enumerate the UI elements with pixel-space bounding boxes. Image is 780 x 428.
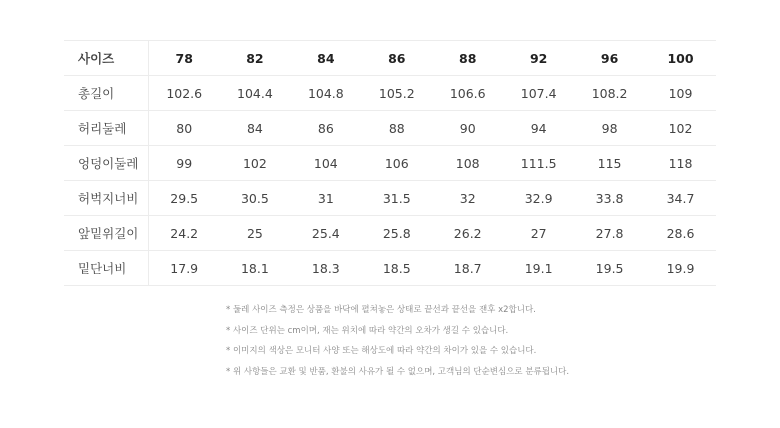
size-notes (226, 300, 569, 382)
table-cell: 31.5 (361, 181, 432, 216)
table-cell: 115 (574, 146, 645, 181)
table-cell: 104.8 (290, 76, 361, 111)
note-item: * 둘레 사이즈 측정은 상품을 바닥에 펼쳐놓은 상태로 끝선과 끝선을 잰후 x2합니다. (226, 305, 536, 315)
table-cell: 18.5 (361, 251, 432, 286)
row-label: 허리둘레 (64, 111, 149, 146)
size-header: 96 (574, 41, 645, 76)
size-header: 100 (645, 41, 716, 76)
table-cell: 94 (503, 111, 574, 146)
table-row (64, 111, 716, 146)
size-header: 78 (149, 41, 220, 76)
table-cell: 27.8 (574, 216, 645, 251)
table-cell: 111.5 (503, 146, 574, 181)
table-cell: 25.8 (361, 216, 432, 251)
table-cell: 86 (290, 111, 361, 146)
table-cell: 88 (361, 111, 432, 146)
row-label: 밑단너비 (64, 251, 149, 286)
row-label: 앞밑위길이 (64, 216, 149, 251)
table-row (64, 76, 716, 111)
table-cell: 18.1 (219, 251, 290, 286)
table-cell: 108 (432, 146, 503, 181)
table-cell: 104.4 (219, 76, 290, 111)
table-cell: 102 (645, 111, 716, 146)
size-table (64, 40, 716, 286)
table-row (64, 181, 716, 216)
note-item: * 위 사항들은 교환 및 반품, 환불의 사유가 될 수 없으며, 고객님의 단순변심으로 분류됩니다. (226, 366, 570, 377)
table-cell: 24.2 (149, 216, 220, 251)
table-row (64, 146, 716, 181)
table-cell: 98 (574, 111, 645, 146)
table-cell: 102.6 (149, 76, 220, 111)
size-header: 84 (290, 41, 361, 76)
table-cell: 102 (219, 146, 290, 181)
table-cell: 105.2 (361, 76, 432, 111)
table-cell: 33.8 (574, 181, 645, 216)
table-cell: 84 (219, 111, 290, 146)
size-header: 88 (432, 41, 503, 76)
note-item: * 이미지의 색상은 모니터 사양 또는 해상도에 따라 약간의 차이가 있을 수 있습니다. (226, 346, 537, 356)
table-cell: 107.4 (503, 76, 574, 111)
table-cell: 109 (645, 76, 716, 111)
size-header: 82 (219, 41, 290, 76)
table-cell: 19.5 (574, 251, 645, 286)
table-cell: 28.6 (645, 216, 716, 251)
table-cell: 19.9 (645, 251, 716, 286)
row-label: 허벅지너비 (64, 181, 149, 216)
row-label: 총길이 (64, 76, 149, 111)
table-row (64, 216, 716, 251)
table-cell: 29.5 (149, 181, 220, 216)
table-cell: 108.2 (574, 76, 645, 111)
table-cell: 25 (219, 216, 290, 251)
table-cell: 104 (290, 146, 361, 181)
table-cell: 25.4 (290, 216, 361, 251)
header-label: 사이즈 (64, 41, 149, 76)
table-cell: 34.7 (645, 181, 716, 216)
table-header-row (64, 41, 716, 76)
row-label: 엉덩이둘레 (64, 146, 149, 181)
table-cell: 18.3 (290, 251, 361, 286)
table-cell: 32 (432, 181, 503, 216)
table-cell: 80 (149, 111, 220, 146)
size-header: 92 (503, 41, 574, 76)
table-cell: 30.5 (219, 181, 290, 216)
table-cell: 90 (432, 111, 503, 146)
table-cell: 106.6 (432, 76, 503, 111)
note-item: * 사이즈 단위는 cm이며, 재는 위치에 따라 약간의 오차가 생길 수 있습니다. (226, 325, 509, 336)
table-cell: 31 (290, 181, 361, 216)
table-cell: 17.9 (149, 251, 220, 286)
table-cell: 26.2 (432, 216, 503, 251)
table-cell: 99 (149, 146, 220, 181)
size-header: 86 (361, 41, 432, 76)
table-cell: 19.1 (503, 251, 574, 286)
table-cell: 106 (361, 146, 432, 181)
table-row (64, 251, 716, 286)
table-cell: 32.9 (503, 181, 574, 216)
table-cell: 118 (645, 146, 716, 181)
table-cell: 18.7 (432, 251, 503, 286)
table-cell: 27 (503, 216, 574, 251)
